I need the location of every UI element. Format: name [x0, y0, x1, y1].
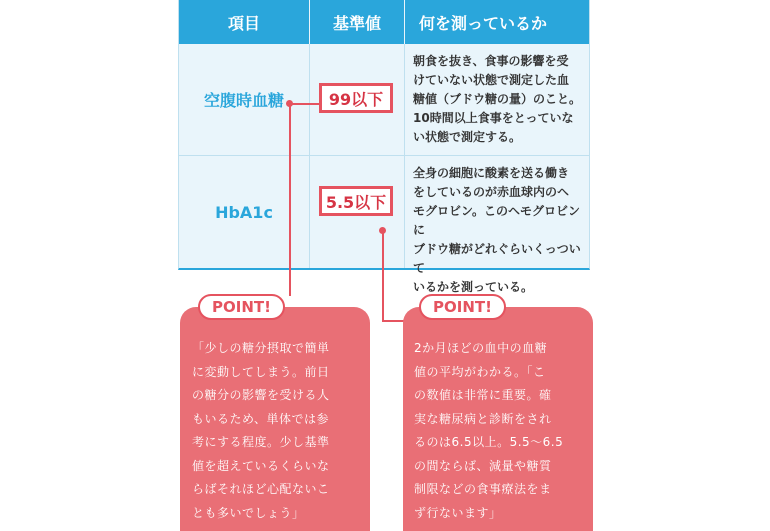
row-item-hba1c: HbA1c	[215, 202, 273, 222]
value-box-fasting-glucose: 99以下	[319, 83, 393, 113]
point-text-hba1c: 2か月ほどの血中の血糖 値の平均がわかる。「こ の数値は非常に重要。確 実な糖尿病と診断をされ るのは6.5以上。5.5～6.5 の間ならば、減量や糖質 制限などの食事療法をま ず行ないます」	[414, 341, 564, 520]
point-badge: POINT!	[419, 294, 506, 320]
column-divider	[404, 44, 405, 268]
header-standard-value: 基準値	[310, 0, 404, 44]
connector-line	[382, 228, 384, 322]
row-item-fasting-glucose: 空腹時血糖	[203, 91, 284, 110]
connector-line	[382, 320, 404, 322]
description-fasting-glucose: 朝食を抜き、食事の影響を受 けていない状態で測定した血 糖値（ブドウ糖の量）のこと。 10時間以上食事をとっていな い状態で測定する。	[413, 54, 582, 144]
value-box-hba1c: 5.5以下	[319, 186, 393, 216]
header-what-measured: 何を測っているか	[405, 0, 589, 44]
point-text-fasting-glucose: 「少しの糖分摂取で簡単 に変動してしまう。前日 の糖分の影響を受ける人 もいるため、単体では参 考にする程度。少し基準 値を超えているくらいな らばそれほど心配ないこ とも多いでしょう」	[192, 341, 330, 520]
connector-line	[289, 103, 291, 296]
point-badge: POINT!	[198, 294, 285, 320]
description-hba1c: 全身の細胞に酸素を送る働き をしているのが赤血球内のヘ モグロビン。このヘモグロビンに ブドウ糖がどれぐらいくっついて いるかを測っている。	[413, 166, 581, 294]
column-divider	[309, 44, 310, 268]
connector-line	[289, 103, 319, 105]
header-item: 項目	[179, 0, 309, 44]
